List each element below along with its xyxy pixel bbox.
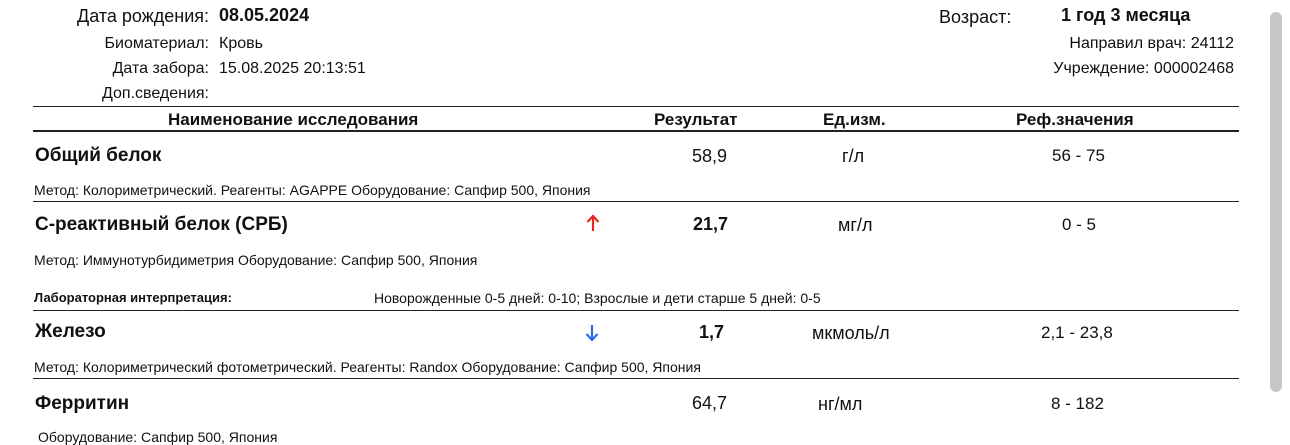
test-result: 58,9 [692, 146, 728, 166]
test-unit: г/л [842, 146, 865, 166]
arrow-up-icon [586, 214, 600, 232]
col-header-ref: Реф.значения [1016, 110, 1134, 129]
test-method: Оборудование: Сапфир 500, Япония [38, 429, 278, 445]
collection-date-label: Дата забора: [112, 60, 209, 77]
col-header-name: Наименование исследования [168, 110, 419, 129]
row-divider [33, 310, 1239, 311]
dob-label: Дата рождения: [77, 6, 209, 26]
row-divider [33, 378, 1239, 379]
table-header-rule [33, 130, 1239, 132]
biomaterial-label: Биоматериал: [104, 35, 209, 52]
row-divider [33, 201, 1239, 202]
test-unit: нг/мл [818, 394, 863, 414]
col-header-unit: Ед.изм. [823, 110, 886, 129]
interpretation-text: Новорожденные 0-5 дней: 0-10; Взрослые и дети старше 5 дней: 0-5 [374, 290, 821, 306]
test-name: Ферритин [35, 393, 130, 414]
collection-date-value: 15.08.2025 20:13:51 [219, 60, 366, 77]
test-result: 1,7 [699, 322, 725, 342]
col-header-result: Результат [654, 110, 738, 129]
test-method: Метод: Иммунотурбидиметрия Оборудование: Сапфир 500, Япония [34, 252, 478, 268]
test-method: Метод: Колориметрический. Реагенты: AGAPPE Оборудование: Сапфир 500, Япония [34, 182, 591, 198]
test-ref: 56 - 75 [1052, 146, 1105, 165]
test-unit: мкмоль/л [812, 323, 890, 343]
interpretation-label: Лабораторная интерпретация: [34, 290, 232, 305]
age-value: 1 год 3 месяца [1061, 5, 1191, 25]
test-name: Железо [35, 321, 106, 342]
dob-value: 08.05.2024 [219, 5, 310, 25]
test-result: 64,7 [692, 393, 728, 413]
test-name: Общий белок [35, 145, 162, 166]
arrow-down-icon [585, 324, 599, 342]
referring-doctor: Направил врач: 24112 [1069, 35, 1234, 52]
test-ref: 0 - 5 [1062, 215, 1097, 234]
table-top-rule [33, 106, 1239, 107]
test-method: Метод: Колориметрический фотометрический. Реагенты: Randox Оборудование: Сапфир 500, Япония [34, 359, 701, 375]
extra-info-label: Доп.сведения: [101, 85, 209, 102]
test-unit: мг/л [838, 215, 873, 235]
vertical-scrollbar[interactable] [1270, 12, 1282, 392]
test-name: С-реактивный белок (СРБ) [35, 214, 288, 235]
test-ref: 2,1 - 23,8 [1041, 323, 1113, 342]
institution: Учреждение: 000002468 [1053, 60, 1234, 77]
biomaterial-value: Кровь [219, 35, 263, 52]
test-result: 21,7 [693, 214, 729, 234]
test-ref: 8 - 182 [1051, 394, 1104, 413]
age-label: Возраст: [939, 7, 1012, 27]
